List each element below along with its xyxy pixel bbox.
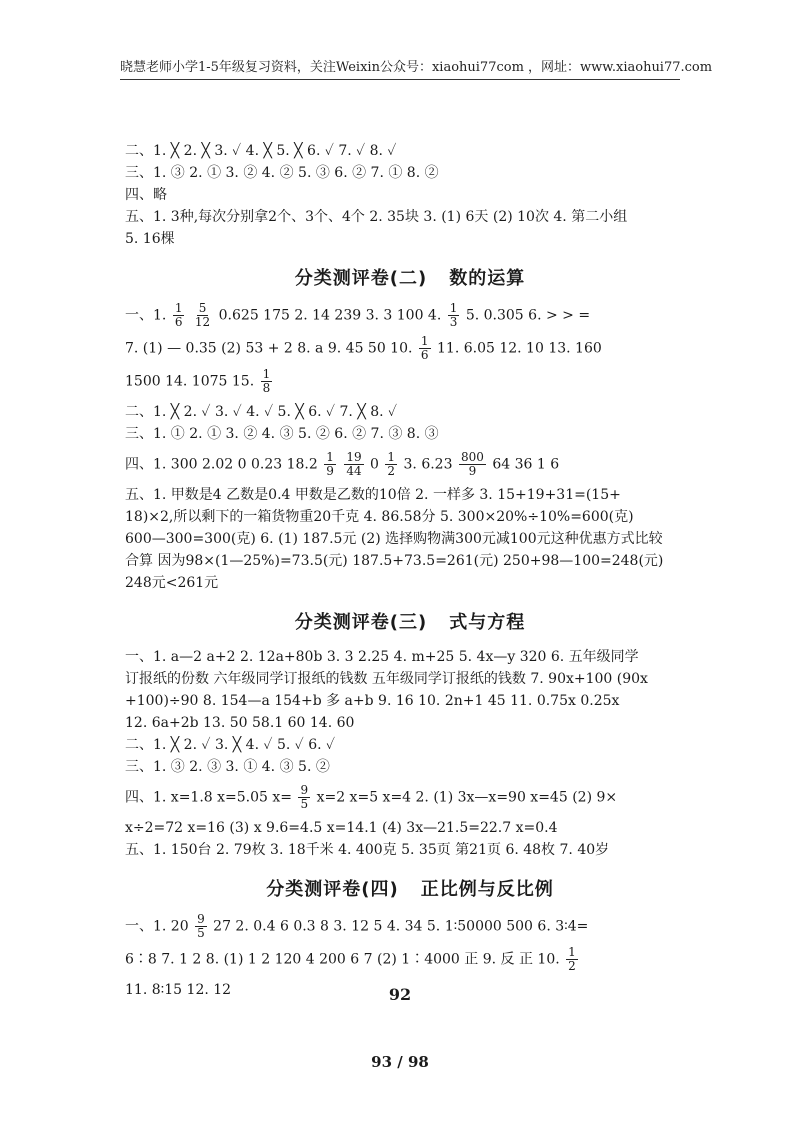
section-title-sub: 数的运算	[449, 268, 526, 289]
answer-line: x÷2=72 x=16 (3) x 9.6=4.5 x=14.1 (4) 3x—21.5=22.7 x=0.4	[125, 820, 558, 836]
text-run: 5. 0.305 6. > > =	[465, 307, 591, 324]
answer-line: 五、1. 150台 2. 79枚 3. 18千米 4. 400克 5. 35页 第21页 6. 48枚 7. 40岁	[125, 842, 610, 858]
fraction-numerator: 1	[449, 301, 458, 315]
answer-line: 5. 16棵	[125, 231, 175, 247]
text-run: 0.625 175 2. 14 239 3. 3 100 4.	[218, 307, 442, 324]
answer-line: 三、1. ③ 2. ① 3. ② 4. ② 5. ③ 6. ② 7. ① 8. ②	[125, 165, 439, 181]
fraction-numerator: 9	[300, 783, 309, 797]
text-run: 7. (1) — 0.35 (2) 53 + 2 8. a 9. 45 50 10.	[125, 340, 413, 357]
text-run: x=2 x=5 x=4 2. (1) 3x—x=90 x=45 (2) 9×	[316, 789, 618, 806]
answer-line	[125, 913, 695, 940]
text-run: 64 36 1 6	[492, 456, 560, 473]
answer-line	[125, 784, 695, 811]
answer-line: 五、1. 3种,每次分别拿2个、3个、4个 2. 35块 3. (1) 6天 (2) 10次 4. 第二小组	[125, 209, 628, 225]
fraction	[385, 451, 397, 478]
fraction	[193, 302, 212, 329]
text-run: 0	[370, 456, 379, 473]
answer-line: 三、1. ③ 2. ③ 3. ① 4. ③ 5. ②	[125, 759, 330, 775]
answer-line	[125, 302, 695, 329]
fraction	[566, 946, 578, 973]
answer-line: 五、1. 甲数是4 乙数是0.4 甲数是乙数的10倍 2. 一样多 3. 15+19+31=(15+	[125, 487, 621, 503]
text-run: 11. 6.05 12. 10 13. 160	[437, 340, 602, 357]
fraction-denominator: 5	[197, 926, 205, 940]
answer-line: 二、1. ╳ 2. ╳ 3. ✓ 4. ╳ 5. ╳ 6. ✓ 7. ✓ 8. ✓	[125, 143, 397, 159]
fraction-denominator: 9	[468, 464, 477, 478]
section-title-main: 分类测评卷(三)	[294, 612, 428, 633]
text-run: 一、1.	[125, 307, 167, 324]
answer-line: 三、1. ① 2. ① 3. ② 4. ③ 5. ② 6. ② 7. ③ 8. ③	[125, 426, 439, 442]
fraction-denominator: 3	[449, 315, 458, 329]
answer-line: 四、略	[125, 187, 167, 203]
fraction-numerator: 1	[568, 945, 576, 959]
text-run: 27 2. 0.4 6 0.3 8 3. 12 5 4. 34 5. 1∶50000 500 6. 3∶4=	[213, 918, 589, 935]
fraction	[195, 913, 207, 940]
fraction-numerator: 1	[420, 334, 429, 348]
section-title	[125, 264, 695, 290]
answer-line: +100)÷90 8. 154—a 154+b 多 a+b 9. 16 10. 2n+1 45 11. 0.75x 0.25x	[125, 693, 620, 709]
answer-line: 600—300=300(克) 6. (1) 187.5元 (2) 选择购物满300元减100元这种优惠方式比较	[125, 531, 663, 547]
section-title-main: 分类测评卷(四)	[266, 879, 399, 900]
answer-line	[125, 368, 695, 395]
section-title	[125, 875, 695, 901]
fraction	[344, 451, 363, 478]
answer-line: 订报纸的份数 六年级同学订报纸的钱数 五年级同学订报纸的钱数 7. 90x+100 (90x	[125, 671, 648, 687]
text-run: 1500 14. 1075 15.	[125, 373, 255, 390]
text-run: 一、1. 20	[125, 918, 189, 935]
fraction-numerator: 9	[197, 912, 205, 926]
text-run: 3. 6.23	[403, 456, 453, 473]
text-run: 6∶8 7. 1 2 8. (1) 1 2 120 4 200 6 7 (2) 1∶4000 正 9. 反 正 10.	[125, 951, 560, 968]
answer-line	[125, 451, 695, 478]
page-number: 92	[388, 985, 412, 1004]
answer-line	[125, 946, 695, 973]
answer-line: 二、1. ╳ 2. ✓ 3. ╳ 4. ✓ 5. ✓ 6. ✓	[125, 737, 336, 753]
text-run: 四、1. 300 2.02 0 0.23 18.2	[125, 456, 318, 473]
fraction-denominator: 2	[568, 959, 576, 973]
fraction-denominator: 5	[300, 797, 309, 811]
fraction-numerator: 1	[326, 450, 334, 464]
fraction	[459, 451, 486, 478]
fraction-denominator: 9	[326, 464, 334, 478]
fraction-numerator: 800	[460, 450, 484, 464]
page-counter: 93 / 98	[371, 1053, 429, 1071]
fraction-denominator: 12	[194, 315, 211, 329]
fraction-numerator: 1	[387, 450, 396, 464]
fraction	[261, 368, 273, 395]
fraction	[324, 451, 336, 478]
fraction-numerator: 5	[198, 301, 207, 315]
section-title-sub: 式与方程	[449, 612, 526, 633]
section-title	[125, 608, 695, 634]
fraction-denominator: 44	[346, 464, 362, 478]
answer-line: 11. 8∶15 12. 12	[125, 982, 232, 998]
text-run: 四、1. x=1.8 x=5.05 x=	[125, 789, 293, 806]
fraction-denominator: 2	[387, 464, 396, 478]
fraction-numerator: 1	[174, 301, 183, 315]
answer-line: 二、1. ╳ 2. ✓ 3. ✓ 4. ✓ 5. ╳ 6. ✓ 7. ╳ 8. ✓	[125, 404, 398, 420]
fraction	[298, 784, 310, 811]
page-header: 晓慧老师小学1-5年级复习资料，关注Weixin公众号：xiaohui77com ，网址：www.xiaohui77.com	[120, 56, 680, 80]
fraction	[448, 302, 460, 329]
answer-line: 12. 6a+2b 13. 50 58.1 60 14. 60	[125, 715, 355, 731]
fraction-numerator: 1	[262, 367, 271, 381]
answer-line	[125, 335, 695, 362]
answer-content	[125, 140, 695, 1001]
fraction-numerator: 19	[346, 450, 362, 464]
fraction-denominator: 8	[262, 381, 271, 395]
answer-line: 18)×2,所以剩下的一箱货物重20千克 4. 86.58分 5. 300×20%÷10%=600(克)	[125, 509, 634, 525]
answer-line: 一、1. a—2 a+2 2. 12a+80b 3. 3 2.25 4. m+25 5. 4x—y 320 6. 五年级同学	[125, 649, 639, 665]
fraction	[419, 335, 431, 362]
fraction	[173, 302, 185, 329]
section-title-sub: 正比例与反比例	[420, 879, 554, 900]
answer-line: 248元<261元	[125, 575, 219, 591]
section-title-main: 分类测评卷(二)	[294, 268, 428, 289]
answer-line: 合算 因为98×(1—25%)=73.5(元) 187.5+73.5=261(元) 250+98—100=248(元)	[125, 553, 664, 569]
fraction-denominator: 6	[420, 348, 429, 362]
fraction-denominator: 6	[174, 315, 183, 329]
